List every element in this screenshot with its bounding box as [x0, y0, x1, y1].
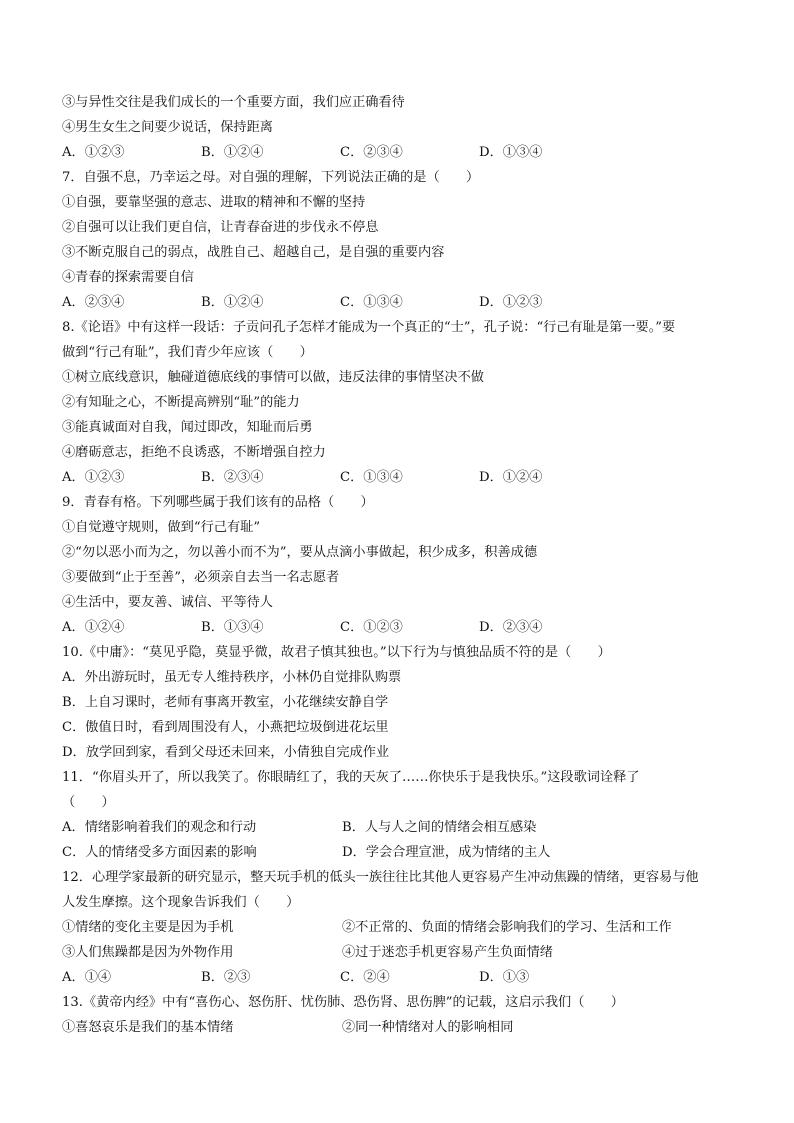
- q12-item-2: ②不正常的、负面的情绪会影响我们的学习、生活和工作: [342, 920, 672, 935]
- q13-item-1: ①喜怒哀乐是我们的基本情绪: [62, 1020, 234, 1035]
- q7-option-c[interactable]: C．①③④: [340, 295, 403, 310]
- q7-option-a[interactable]: A．②③④: [62, 295, 125, 310]
- q12-item-3: ③人们焦躁都是因为外物作用: [62, 945, 234, 960]
- q7-option-b[interactable]: B．①②④: [201, 295, 264, 310]
- q12-option-b[interactable]: B．②③: [201, 970, 251, 985]
- exam-content: [62, 90, 734, 1040]
- q12-item-1: ①情绪的变化主要是因为手机: [62, 920, 234, 935]
- q7-item-2: ②自强可以让我们更自信，让青春奋进的步伐永不停息: [62, 220, 379, 235]
- q13-item-2: ②同一种情绪对人的影响相同: [342, 1020, 514, 1035]
- q8-option-a[interactable]: A．①②③: [62, 470, 125, 485]
- q9-item-3: ③要做到“止于至善”，必须亲自去当一名志愿者: [62, 570, 340, 585]
- q7-item-1: ①自强，要靠坚强的意志、进取的精神和不懈的坚持: [62, 195, 366, 210]
- q13-items-row1: [62, 1015, 734, 1040]
- q12-stem-line2: 人发生摩擦。这个现象告诉我们（ ）: [62, 895, 300, 910]
- q6-option-a[interactable]: A．①②③: [62, 145, 125, 160]
- q12-option-a[interactable]: A．①④: [62, 970, 112, 985]
- q12-items-row1: [62, 915, 734, 940]
- q11-stem-line2: （ ）: [62, 795, 115, 810]
- q8-item-2: ②有知耻之心，不断提高辨别“耻”的能力: [62, 395, 300, 410]
- q8-option-d[interactable]: D．①②④: [479, 470, 543, 485]
- q6-option-b[interactable]: B．①②④: [201, 145, 264, 160]
- q12-stem-line1: 12．心理学家最新的研究显示，整天玩手机的低头一族往往比其他人更容易产生冲动焦躁的情绪，更容易与他: [62, 870, 699, 885]
- q9-options: [62, 615, 734, 640]
- q7-item-4: ④青春的探索需要自信: [62, 270, 194, 285]
- q8-item-4: ④磨砺意志，拒绝不良诱惑，不断增强自控力: [62, 445, 326, 460]
- q10-option-c[interactable]: C．傲值日时，看到周围没有人，小燕把垃圾倒进花坛里: [62, 720, 389, 735]
- q7-options: [62, 290, 734, 315]
- q9-option-b[interactable]: B．①③④: [201, 620, 264, 635]
- q6-option-d[interactable]: D．①③④: [479, 145, 543, 160]
- q12-option-d[interactable]: D．①③: [479, 970, 530, 985]
- q11-option-b[interactable]: B．人与人之间的情绪会相互感染: [342, 820, 537, 835]
- q7-option-d[interactable]: D．①②③: [479, 295, 543, 310]
- q13-stem: 13.《黄帝内经》中有“喜伤心、怒伤肝、忧伤肺、恐伤肾、思伤脾”的记载，这启示我们（ ）: [62, 995, 624, 1010]
- q8-item-3: ③能真诚面对自我，闻过即改，知耻而后勇: [62, 420, 313, 435]
- q8-options: [62, 465, 734, 490]
- q11-option-c[interactable]: C．人的情绪受多方面因素的影响: [62, 845, 257, 860]
- q11-options-row2: [62, 840, 734, 865]
- q8-item-1: ①树立底线意识，触碰道德底线的事情可以做，违反法律的事情坚决不做: [62, 370, 484, 385]
- q6-item-4: ④男生女生之间要少说话，保持距离: [62, 120, 273, 135]
- q8-option-c[interactable]: C．①③④: [340, 470, 403, 485]
- q8-stem-line2: 做到“行己有耻”，我们青少年应该（ ）: [62, 345, 313, 360]
- q10-option-a[interactable]: A．外出游玩时，虽无专人维持秩序，小林仍自觉排队购票: [62, 670, 402, 685]
- q8-option-b[interactable]: B．②③④: [201, 470, 264, 485]
- q10-option-b[interactable]: B．上自习课时，老师有事离开教室，小花继续安静自学: [62, 695, 389, 710]
- q6-option-c[interactable]: C．②③④: [340, 145, 403, 160]
- q9-option-d[interactable]: D．②③④: [479, 620, 543, 635]
- q10-stem: 10.《中庸》：“莫见乎隐，莫显乎微，故君子慎其独也。”以下行为与慎独品质不符的是（ ）: [62, 645, 611, 660]
- q7-stem: 7．自强不息，乃幸运之母。对自强的理解，下列说法正确的是（ ）: [62, 170, 480, 185]
- q11-stem-line1: 11．“你眉头开了，所以我笑了。你眼睛红了，我的天灰了……你快乐于是我快乐。”这段歌词诠释了: [62, 770, 640, 785]
- q6-options: [62, 140, 734, 165]
- q9-item-2: ②“勿以恶小而为之，勿以善小而不为”，要从点滴小事做起，积少成多，积善成德: [62, 545, 538, 560]
- q9-stem: 9．青春有格。下列哪些属于我们该有的品格（ ）: [62, 495, 374, 510]
- q12-items-row2: [62, 940, 734, 965]
- q11-option-a[interactable]: A．情绪影响着我们的观念和行动: [62, 820, 257, 835]
- q11-options-row1: [62, 815, 734, 840]
- q11-option-d[interactable]: D．学会合理宣泄，成为情绪的主人: [342, 845, 551, 860]
- q8-stem-line1: 8.《论语》中有这样一段话：子贡问孔子怎样才能成为一个真正的“士”，孔子说：“行己有耻是第一要。”要: [62, 320, 676, 335]
- q7-item-3: ③不断克服自己的弱点，战胜自己、超越自己，是自强的重要内容: [62, 245, 445, 260]
- q6-item-3: ③与异性交往是我们成长的一个重要方面，我们应正确看待: [62, 95, 405, 110]
- q9-item-1: ①自觉遵守规则，做到“行己有耻”: [62, 520, 261, 535]
- q9-option-a[interactable]: A．①②④: [62, 620, 125, 635]
- q9-option-c[interactable]: C．①②③: [340, 620, 403, 635]
- q10-option-d[interactable]: D．放学回到家，看到父母还未回来，小倩独自完成作业: [62, 745, 390, 760]
- q9-item-4: ④生活中，要友善、诚信、平等待人: [62, 595, 273, 610]
- q12-options: [62, 965, 734, 990]
- q12-item-4: ④过于迷恋手机更容易产生负面情绪: [342, 945, 553, 960]
- q12-option-c[interactable]: C．②④: [340, 970, 390, 985]
